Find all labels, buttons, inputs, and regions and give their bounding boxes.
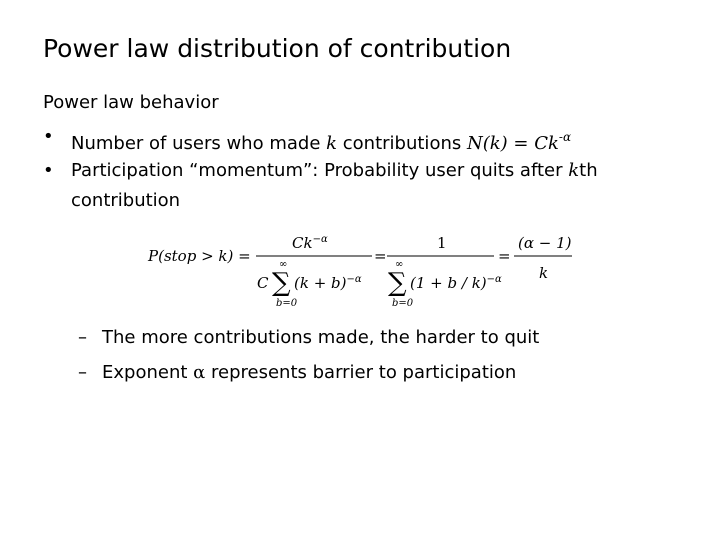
equation-lhs: P(stop > k) =: [148, 247, 251, 265]
subbullet2-text: [102, 358, 516, 388]
slide-title: Power law distribution of contribution: [43, 34, 512, 63]
sum-lower: b=0: [392, 298, 414, 309]
equals-2: =: [374, 247, 387, 265]
frac1-den-term: $(k + b)^{-\alpha}$: [294, 274, 362, 292]
formula-k2: k: [548, 133, 559, 154]
bullet1-k: k: [326, 133, 338, 154]
sum-symbol-2: ∑: [388, 268, 407, 298]
bullet-marker: •: [43, 126, 54, 147]
bullet-momentum-text: [71, 156, 598, 186]
intro-text: Power law behavior: [43, 92, 219, 113]
bullet2-line2: contribution: [71, 190, 181, 211]
sub2-prefix: Exponent: [102, 362, 194, 383]
sub2-suffix: represents barrier to participation: [205, 362, 517, 383]
frac1-numerator: $Ck^{-\alpha}$: [292, 234, 328, 252]
bullet2-prefix: Participation “momentum”: Probability user quits after: [71, 160, 569, 181]
equation-block: [144, 226, 584, 322]
bullet2-suffix: th: [579, 160, 598, 181]
formula-exponent: -α: [558, 130, 572, 144]
formula-n: N(: [466, 133, 490, 154]
bullet1-middle: contributions: [337, 133, 467, 154]
dash-marker: –: [78, 327, 87, 348]
bullet-users-count-text: [71, 122, 571, 159]
formula-eq: ) = C: [500, 133, 548, 154]
alpha-symbol: α: [193, 362, 206, 383]
equals-3: =: [498, 247, 511, 265]
subbullet1-text: The more contributions made, the harder to quit: [102, 327, 540, 348]
sum-lower: b=0: [276, 298, 298, 309]
frac3-denominator: k: [539, 264, 549, 282]
bullet1-prefix: Number of users who made: [71, 133, 327, 154]
frac3-numerator: (α − 1): [518, 234, 572, 252]
frac2-numerator: 1: [437, 234, 447, 252]
formula-k: k: [489, 133, 501, 154]
frac1-den-c: C: [257, 274, 269, 292]
frac2-den-term: $(1 + b / k)^{-\alpha}$: [410, 274, 502, 292]
bullet-marker: •: [43, 160, 54, 181]
sum-symbol-1: ∑: [272, 268, 291, 298]
dash-marker: –: [78, 362, 87, 383]
sum-upper: ∞: [279, 259, 288, 270]
bullet2-k: k: [568, 160, 580, 181]
sum-upper: ∞: [395, 259, 404, 270]
